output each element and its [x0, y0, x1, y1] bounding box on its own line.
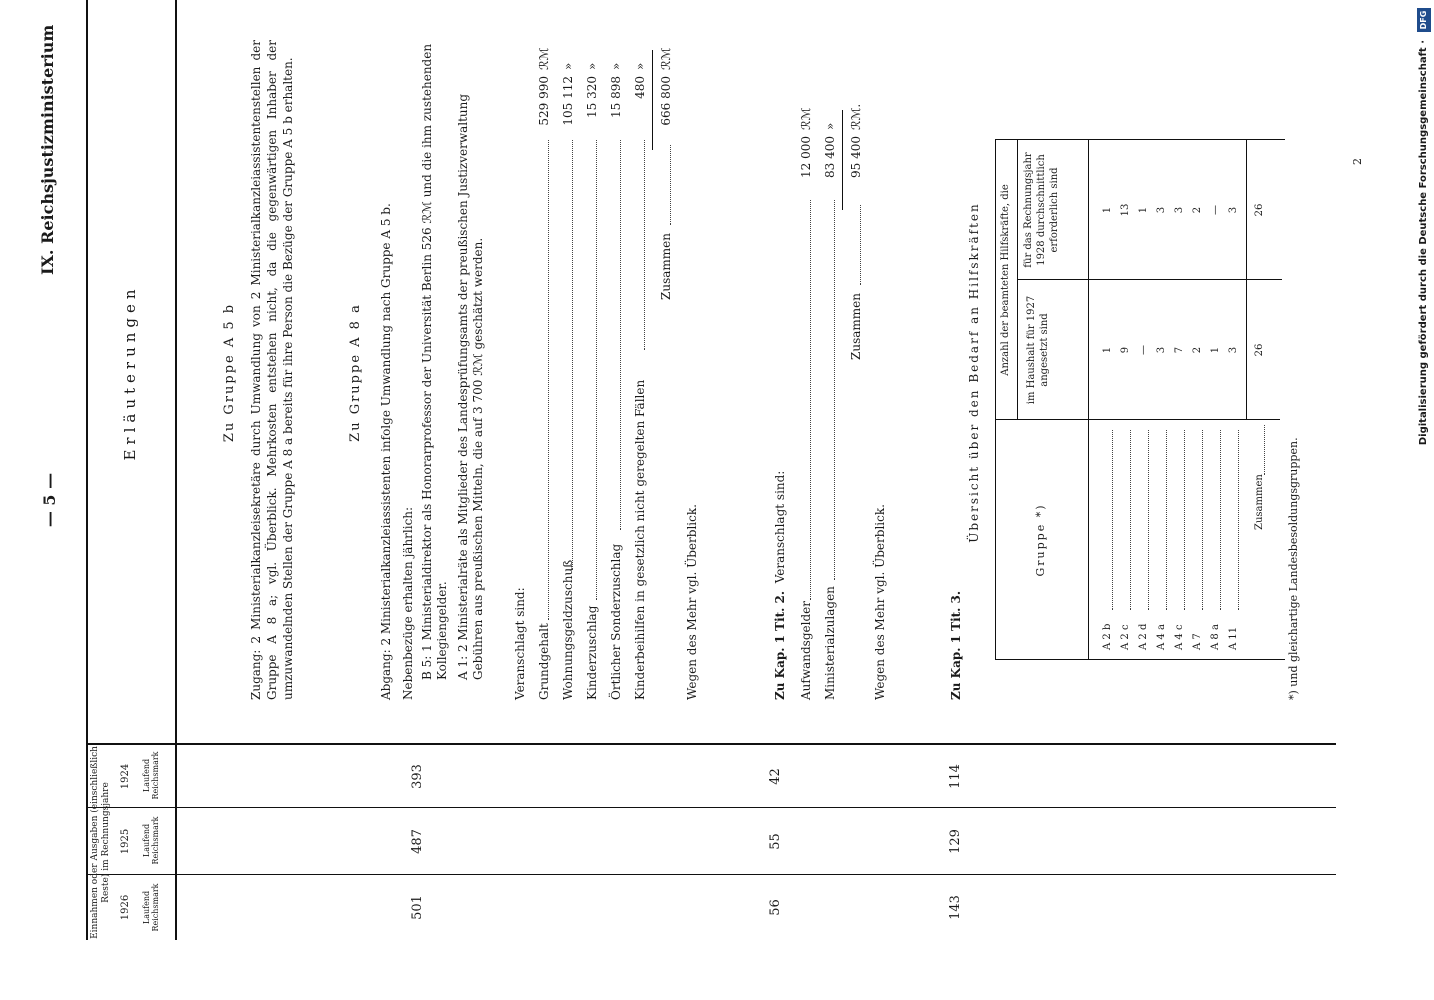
a8a-total-label: Zusammen — [659, 233, 673, 300]
a4a-1928: 3 — [1156, 206, 1167, 214]
kap1tit2-intro: Veranschlagt sind: — [773, 470, 787, 584]
header-bottom-rule — [175, 0, 177, 940]
a7-1927: 2 — [1192, 346, 1203, 354]
leader-dots — [810, 200, 811, 600]
group-a4c: A 4 c — [1174, 624, 1185, 650]
top-rule — [86, 0, 88, 940]
kap1tit2-heading — [772, 471, 788, 700]
col-divider-1 — [86, 874, 1336, 875]
group-a8a: A 8 a — [1210, 624, 1221, 650]
dfg-logo-text: DFG — [1419, 10, 1428, 30]
leader-dots — [860, 205, 861, 285]
page-number: — 5 — — [40, 472, 59, 528]
value-1926-row1: 501 — [410, 895, 425, 920]
value-1925-row3: 129 — [948, 829, 963, 854]
group-a7: A 7 — [1192, 633, 1203, 650]
left-table-header: Einnahmen oder Ausgaben (einschließlich Reste) im Rechnungsjahre — [90, 746, 111, 939]
value-1926-row2: 56 — [768, 899, 783, 916]
kap1tit2-item-amount: 83 400 — [823, 136, 837, 178]
a5b-heading: Zu Gruppe A 5 b — [222, 302, 237, 443]
a8a-item-label: Kinderzuschlag — [585, 605, 599, 700]
leader-dots — [1238, 430, 1239, 610]
a8a-1928: — — [1210, 205, 1221, 215]
value-1925-row2: 55 — [768, 833, 783, 850]
leader-dots — [1264, 425, 1265, 475]
year-1926: 1926 — [120, 894, 131, 921]
leader-dots — [1220, 430, 1221, 610]
group-a4a: A 4 a — [1156, 624, 1167, 650]
hilfskraefte-total-label: Zusammen — [1254, 474, 1265, 530]
dfg-logo — [1417, 8, 1431, 32]
a2b-1928: 1 — [1102, 206, 1113, 214]
a8a-item-label: Kinderbeihilfen in gesetzlich nicht geregelten Fällen — [633, 379, 647, 700]
a8a-item-amount: 529 990 — [537, 76, 551, 126]
a8a-veranschlagt: Veranschlagt sind: — [513, 587, 527, 700]
group-a2d: A 2 d — [1138, 623, 1149, 650]
digitization-note — [1414, 0, 1434, 1000]
sum-rule — [652, 50, 653, 150]
kap1tit2-item-unit: » — [823, 122, 837, 130]
leader-dots — [596, 140, 597, 600]
table-top-rule — [995, 140, 996, 660]
a8a-item-amount: 15 320 — [585, 76, 599, 118]
kap1tit2-title: Zu Kap. 1 Tit. 2. — [773, 590, 787, 700]
a8a-item-label: Wohnungsgeldzuschuß — [561, 559, 575, 700]
value-1925-row1: 487 — [410, 829, 425, 854]
leader-dots — [620, 140, 621, 530]
a2b-1927: 1 — [1102, 346, 1113, 354]
leader-dots — [1202, 430, 1203, 610]
digitization-text: Digitalisierung gefördert durch die Deutsche Forschungsgemeinschaft · — [1418, 40, 1429, 446]
leader-dots — [1184, 430, 1185, 610]
a2d-1927: — — [1138, 345, 1149, 355]
leader-dots — [1130, 430, 1131, 610]
a8a-item-amount: 480 — [633, 76, 647, 99]
leader-dots — [548, 140, 549, 620]
left-table-border — [86, 743, 1336, 745]
a2d-1928: 1 — [1138, 206, 1149, 214]
section-heading: Erläuterungen — [121, 284, 139, 461]
group-a2b: A 2 b — [1102, 623, 1113, 650]
total-1927: 26 — [1254, 343, 1265, 357]
value-1924-row1: 393 — [410, 764, 425, 789]
a8a-item-unit: » — [633, 62, 647, 70]
year-1925: 1925 — [120, 828, 131, 855]
table-sum-rule — [1246, 140, 1247, 420]
a8a-item-amount: 15 898 — [609, 76, 623, 118]
a8a-b5: B 5: 1 Ministerialdirektor als Honorarprofessor der Universität Berlin 526 ℛℳ und die ihm zustehenden Kollegiengelder. — [420, 43, 449, 680]
a8a-total: 666 800 — [659, 76, 673, 126]
leader-dots — [572, 140, 573, 570]
kap1tit2-total-unit: ℛℳ. — [849, 103, 863, 130]
leader-dots — [1166, 430, 1167, 610]
a2c-1928: 13 — [1120, 203, 1131, 217]
a4c-1928: 3 — [1174, 206, 1185, 214]
group-a11: A 11 — [1228, 626, 1239, 650]
kap1tit2-mehr: Wegen des Mehr vgl. Überblick. — [873, 504, 887, 700]
col-header-span: Anzahl der beamteten Hilfskräfte, die — [1000, 184, 1011, 376]
value-1926-row3: 143 — [948, 895, 963, 920]
total-1928: 26 — [1254, 203, 1265, 217]
leader-dots — [670, 145, 671, 225]
a8a-item-unit: » — [561, 62, 575, 70]
a2c-1927: 9 — [1120, 346, 1131, 354]
ministry-title: IX. Reichsjustizministerium — [38, 24, 57, 275]
a8a-item-unit: » — [609, 62, 623, 70]
col-header-gruppe: Gruppe *) — [1034, 503, 1047, 577]
margin-mark: 2 — [1351, 158, 1364, 165]
leader-dots — [1148, 430, 1149, 610]
a4c-1927: 7 — [1174, 346, 1185, 354]
kap1tit2-item-label: Aufwandsgelder — [799, 601, 813, 700]
a11-1927: 3 — [1228, 346, 1239, 354]
a8a-a1: A 1: 2 Ministerialräte als Mitglieder des Landesprüfungsamts der preußischen Justizverwaltung Gebühren aus preußischen Mitteln, die auf 3 700 ℛℳ geschätzt werden. — [456, 93, 485, 680]
unit-1926: Laufend Reichsmark — [142, 883, 160, 932]
value-1924-row3: 114 — [948, 764, 963, 789]
footnote: *) und gleichartige Landesbesoldungsgruppen. — [1287, 437, 1300, 700]
a8a-1927: 1 — [1210, 346, 1221, 354]
sum-rule — [842, 110, 843, 210]
leader-dots — [644, 140, 645, 350]
a4a-1927: 3 — [1156, 346, 1167, 354]
kap1tit2-item-amount: 12 000 — [799, 136, 813, 178]
table-header-rule — [1088, 140, 1089, 660]
col-header-1927: im Haushalt für 1927 angesetzt sind — [1026, 295, 1050, 405]
kap1tit2-item-label: Ministerialzulagen — [823, 586, 837, 700]
table-subheader-rule — [1017, 140, 1018, 420]
a8a-abgang: Abgang: 2 Ministerialkanzleiassistenten infolge Umwandlung nach Gruppe A 5 b. — [379, 203, 393, 700]
a8a-heading: Zu Gruppe A 8 a — [348, 303, 363, 442]
unit-1925: Laufend Reichsmark — [142, 816, 160, 865]
a8a-item-unit: » — [585, 62, 599, 70]
a8a-mehr: Wegen des Mehr vgl. Überblick. — [685, 504, 699, 700]
kap1tit2-item-unit: ℛℳ — [799, 107, 813, 130]
value-1924-row2: 42 — [768, 768, 783, 785]
a8a-item-unit: ℛℳ — [537, 47, 551, 70]
group-a2c: A 2 c — [1120, 624, 1131, 650]
a8a-item-label: Örtlicher Sonderzuschlag — [609, 543, 623, 700]
a8a-item-amount: 105 112 — [561, 76, 575, 126]
unit-1924: Laufend Reichsmark — [142, 751, 160, 800]
kap1tit3-heading: Zu Kap. 1 Tit. 3. — [949, 590, 963, 700]
a11-1928: 3 — [1228, 206, 1239, 214]
col-divider-2 — [86, 807, 1336, 808]
year-1924: 1924 — [120, 763, 131, 790]
leader-dots — [834, 200, 835, 580]
a5b-zugang: Zugang: 2 Ministerialkanzleisekretäre durch Umwandlung von 2 Ministerialkanzleiassistentenstellen der Gruppe A 8 a; vgl. Überblick. Mehrkosten entstehen nicht, da die gegenwärtigen Inhaber der umzuwandelnden Stellen der Gruppe A 8 a bereits für ihre Person die Bezüge der Gruppe A 5 b erhalten. — [249, 40, 295, 700]
leader-dots — [1112, 430, 1113, 610]
col-header-1928: für das Rechnungsjahr 1928 durchschnittlich erforderlich sind — [1023, 152, 1060, 268]
hilfskraefte-table-title: Übersicht über den Bedarf an Hilfskräften — [967, 202, 981, 543]
a8a-nebenbezuege: Nebenbezüge erhalten jährlich: — [401, 506, 415, 700]
a8a-total-unit: ℛℳ — [659, 47, 673, 70]
kap1tit2-total: 95 400 — [849, 136, 863, 178]
a8a-item-label: Grundgehalt — [537, 623, 551, 700]
kap1tit2-total-label: Zusammen — [849, 293, 863, 360]
a7-1928: 2 — [1192, 206, 1203, 214]
